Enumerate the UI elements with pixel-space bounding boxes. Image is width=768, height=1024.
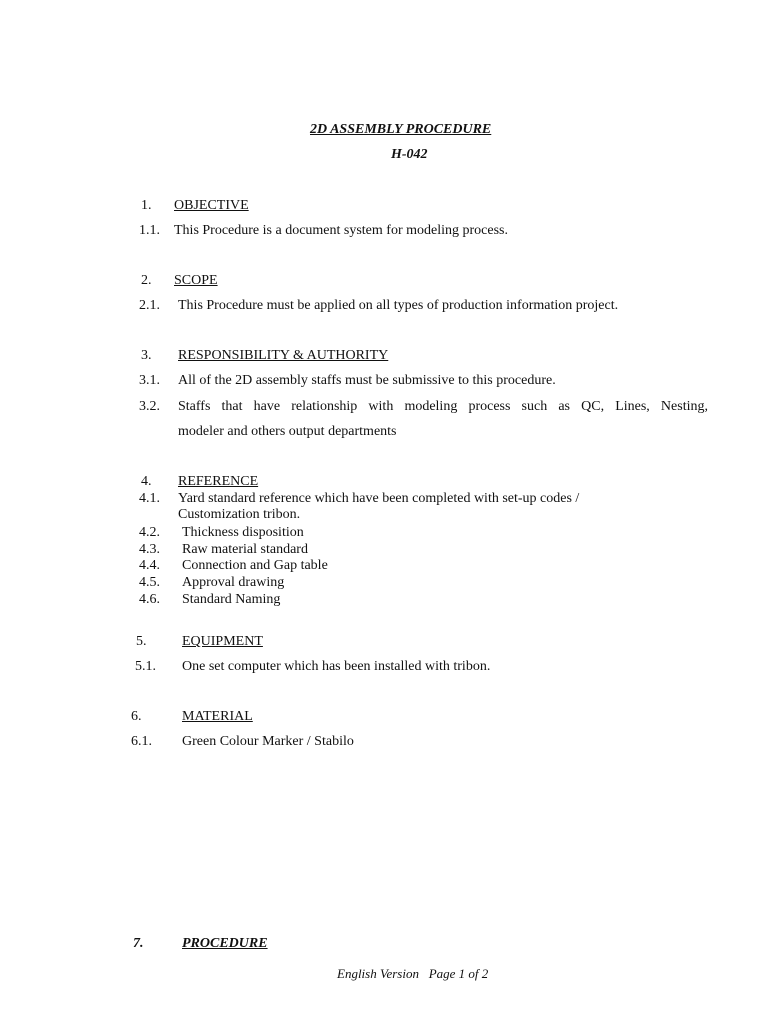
item-5-1-text: One set computer which has been installed with tribon.	[182, 659, 491, 674]
document-code: H-042	[391, 147, 428, 162]
item-2-1-number: 2.1.	[139, 298, 160, 313]
section-4-number: 4.	[141, 474, 152, 489]
item-4-1-number: 4.1.	[139, 491, 160, 506]
item-4-2-number: 4.2.	[139, 525, 160, 540]
section-4-heading: REFERENCE	[178, 474, 259, 489]
item-3-2-text: Staffs that have relationship with modeling process such as QC, Lines, Nesting,	[178, 399, 708, 414]
item-3-2-number: 3.2.	[139, 399, 160, 414]
item-3-1-number: 3.1.	[139, 373, 160, 388]
section-7-heading: PROCEDURE	[182, 936, 268, 951]
item-4-1-text-continued: Customization tribon.	[178, 507, 301, 522]
section-5-heading: EQUIPMENT	[182, 634, 263, 649]
item-3-1-text: All of the 2D assembly staffs must be submissive to this procedure.	[178, 373, 556, 388]
document-title: 2D ASSEMBLY PROCEDURE	[310, 122, 492, 137]
item-4-6-number: 4.6.	[139, 592, 160, 607]
item-4-6-text: Standard Naming	[182, 592, 281, 607]
item-4-2-text: Thickness disposition	[182, 525, 304, 540]
section-3-number: 3.	[141, 348, 152, 363]
item-6-1-text: Green Colour Marker / Stabilo	[182, 734, 354, 749]
section-2-heading: SCOPE	[174, 273, 218, 288]
section-6-heading: MATERIAL	[182, 709, 253, 724]
item-5-1-number: 5.1.	[135, 659, 156, 674]
item-1-1-text: This Procedure is a document system for modeling process.	[174, 223, 508, 238]
item-3-2-text-continued: modeler and others output departments	[178, 424, 397, 439]
item-4-4-text: Connection and Gap table	[182, 558, 328, 573]
item-4-3-number: 4.3.	[139, 542, 160, 557]
section-7-number: 7.	[133, 936, 144, 951]
item-6-1-number: 6.1.	[131, 734, 152, 749]
item-4-5-text: Approval drawing	[182, 575, 285, 590]
page-footer: English Version Page 1 of 2	[337, 966, 489, 981]
item-2-1-text: This Procedure must be applied on all types of production information project.	[178, 298, 619, 313]
section-5-number: 5.	[136, 634, 147, 649]
item-1-1-number: 1.1.	[139, 223, 160, 238]
section-2-number: 2.	[141, 273, 152, 288]
section-3-heading: RESPONSIBILITY & AUTHORITY	[178, 348, 389, 363]
section-1-heading: OBJECTIVE	[174, 198, 249, 213]
item-4-3-text: Raw material standard	[182, 542, 308, 557]
section-6-number: 6.	[131, 709, 142, 724]
item-4-5-number: 4.5.	[139, 575, 160, 590]
item-4-1-text: Yard standard reference which have been completed with set-up codes /	[178, 491, 580, 506]
item-4-4-number: 4.4.	[139, 558, 160, 573]
section-1-number: 1.	[141, 198, 152, 213]
